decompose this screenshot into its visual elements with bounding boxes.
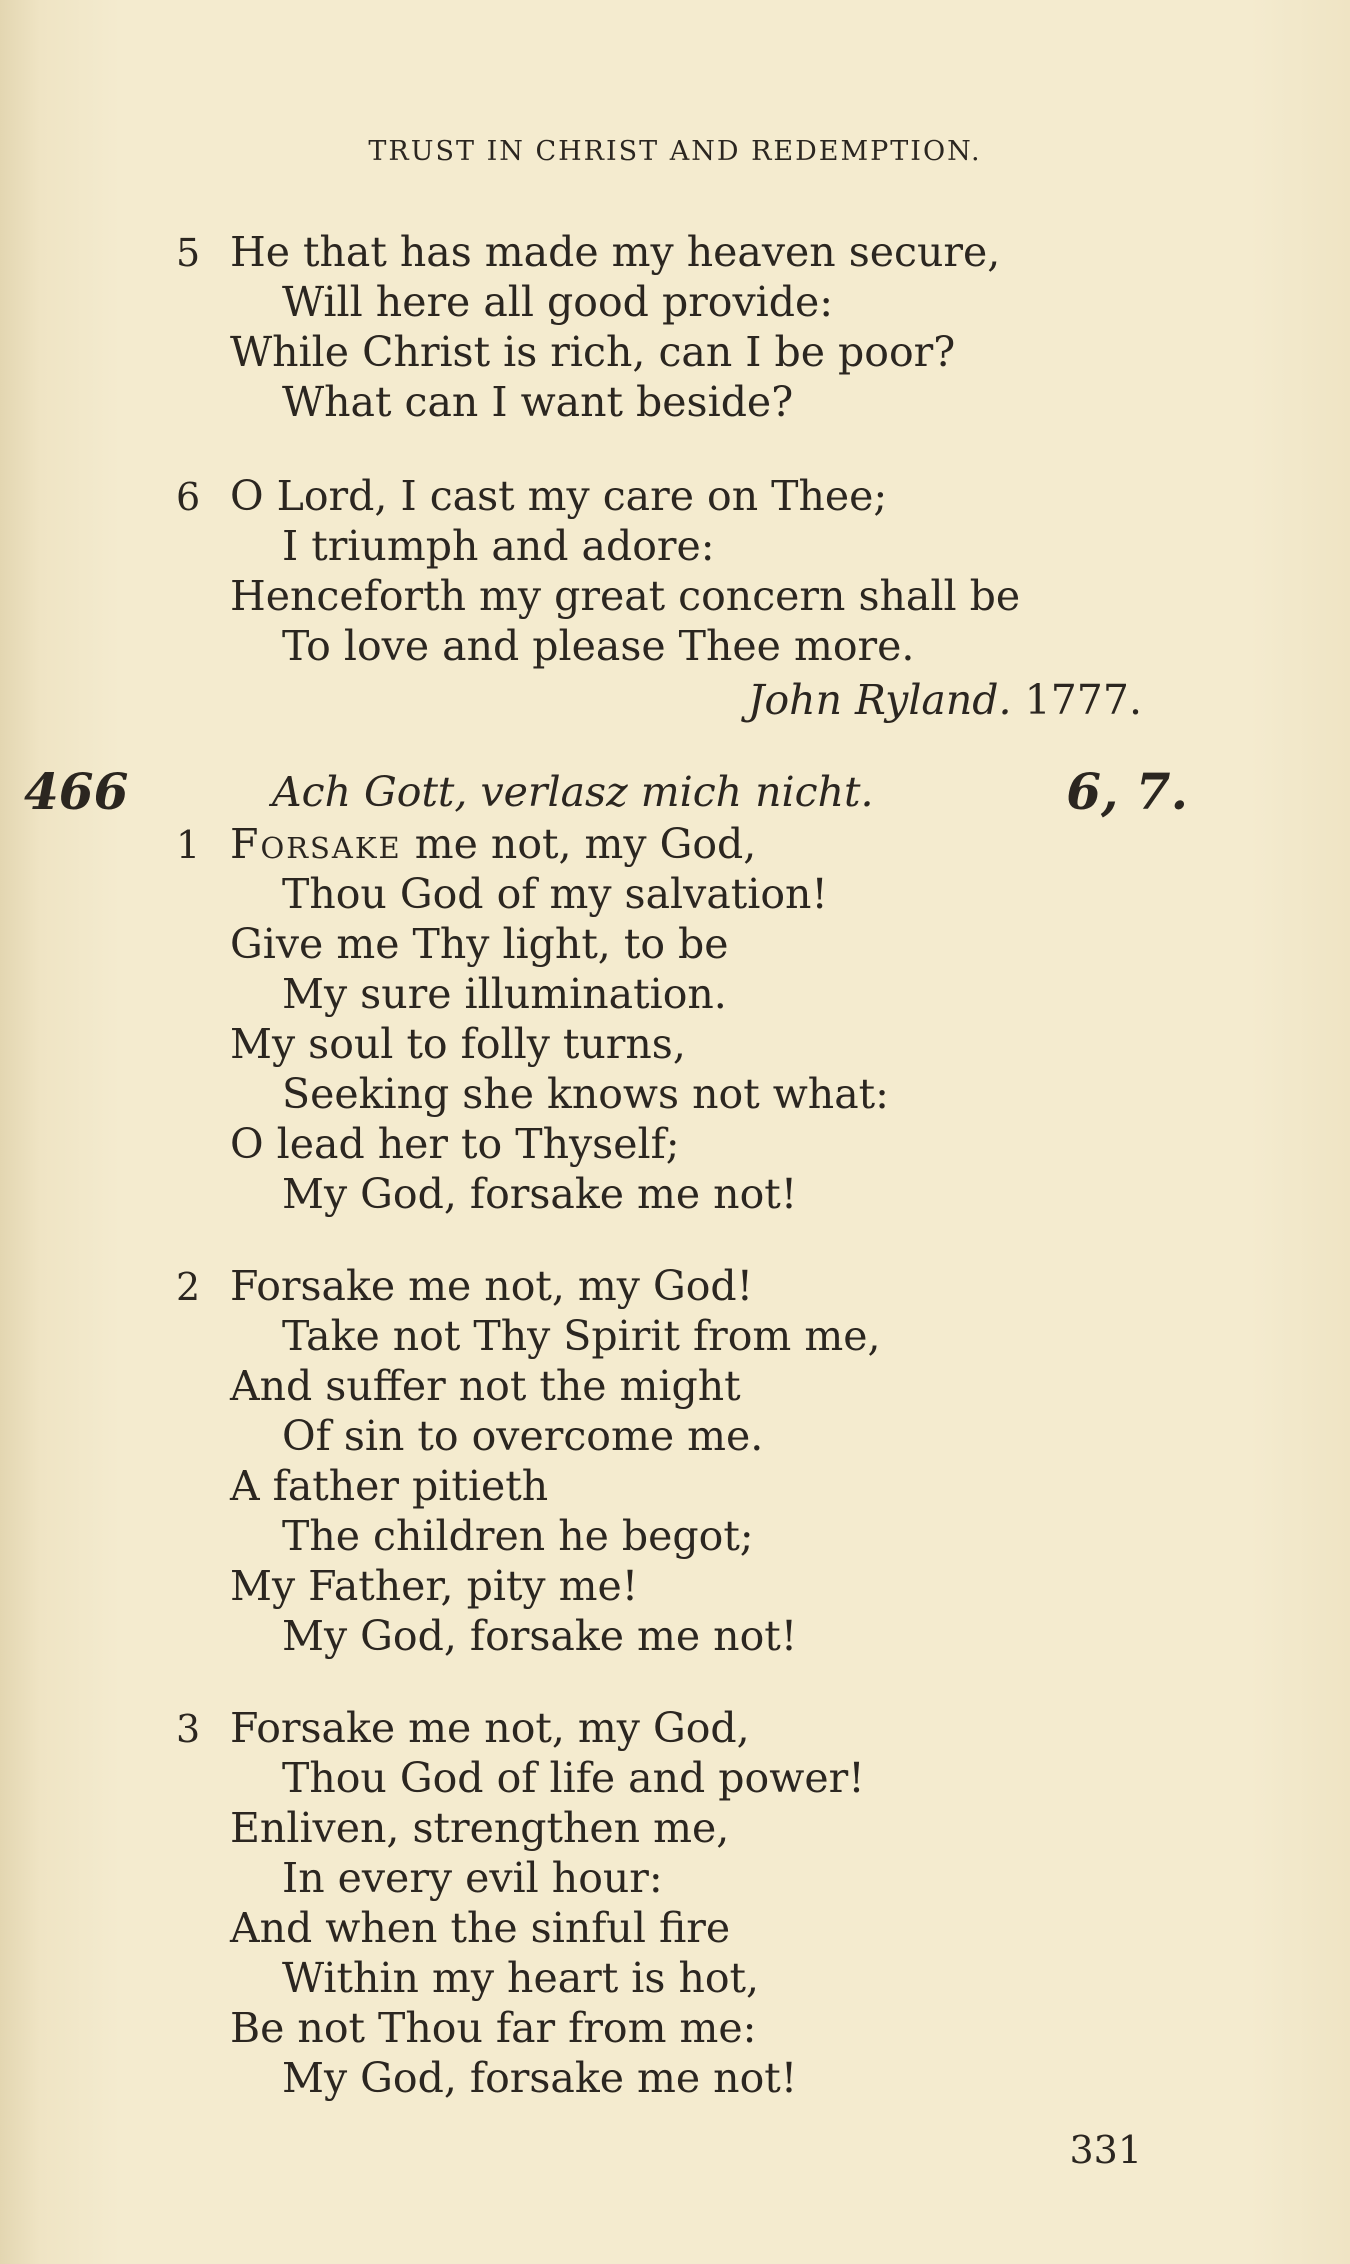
verse-line: O Lord, I cast my care on Thee;	[230, 472, 888, 520]
verse-line: In every evil hour:	[282, 1854, 663, 1902]
verse-line: He that has made my heaven secure,	[230, 228, 1001, 276]
verse-line: O lead her to Thyself;	[230, 1120, 680, 1168]
verse-line: Take not Thy Spirit from me,	[282, 1312, 881, 1360]
verse-line: Forsake me not, my God,	[230, 1704, 750, 1752]
hymn-attribution	[748, 676, 1142, 724]
verse-line: Seeking she knows not what:	[282, 1070, 889, 1118]
verse-line: Of sin to overcome me.	[282, 1412, 764, 1460]
verse-line: My God, forsake me not!	[282, 2054, 798, 2102]
first-word-smallcaps: Forsake	[230, 820, 402, 868]
hymn-number: 466	[24, 762, 129, 821]
verse-line: My Father, pity me!	[230, 1562, 639, 1610]
verse-line: Henceforth my great concern shall be	[230, 572, 1021, 620]
verse-line: Will here all good provide:	[282, 278, 834, 326]
verse-line: And suffer not the might	[230, 1362, 741, 1410]
year: 1777.	[1024, 676, 1142, 724]
hymn-meter: 6, 7.	[1066, 762, 1188, 821]
hymn-title: Ach Gott, verlasz mich nicht.	[272, 768, 874, 816]
verse-line: My God, forsake me not!	[282, 1170, 798, 1218]
verse-line: A father pitieth	[230, 1462, 549, 1510]
author-name: John Ryland.	[748, 676, 1012, 724]
verse-line: Thou God of life and power!	[282, 1754, 865, 1802]
verse-line: Enliven, strengthen me,	[230, 1804, 730, 1852]
first-line-rest: me not, my God,	[401, 820, 757, 868]
verse-line: My sure illumination.	[282, 970, 727, 1018]
verse-line: My soul to folly turns,	[230, 1020, 686, 1068]
stanza-number: 5	[176, 231, 201, 275]
verse-line: To love and please Thee more.	[282, 622, 915, 670]
verse-line: While Christ is rich, can I be poor?	[230, 328, 956, 376]
stanza-number: 3	[176, 1707, 201, 1751]
verse-line: I triumph and adore:	[282, 522, 715, 570]
verse-line: Be not Thou far from me:	[230, 2004, 757, 2052]
verse-line: What can I want beside?	[282, 378, 794, 426]
verse-line: My God, forsake me not!	[282, 1612, 798, 1660]
stanza-number: 6	[176, 475, 201, 519]
stanza-number: 2	[176, 1265, 201, 1309]
verse-line-first	[230, 820, 757, 868]
verse-line: And when the sinful fire	[230, 1904, 731, 1952]
verse-line: Within my heart is hot,	[282, 1954, 760, 2002]
verse-line: Forsake me not, my God!	[230, 1262, 754, 1310]
verse-line: Give me Thy light, to be	[230, 920, 729, 968]
stanza-number: 1	[176, 823, 201, 867]
verse-line: The children he begot;	[282, 1512, 754, 1560]
verse-line: Thou God of my salvation!	[282, 870, 828, 918]
page-number: 331	[1069, 2128, 1142, 2172]
running-header: TRUST IN CHRIST AND REDEMPTION.	[368, 136, 982, 167]
